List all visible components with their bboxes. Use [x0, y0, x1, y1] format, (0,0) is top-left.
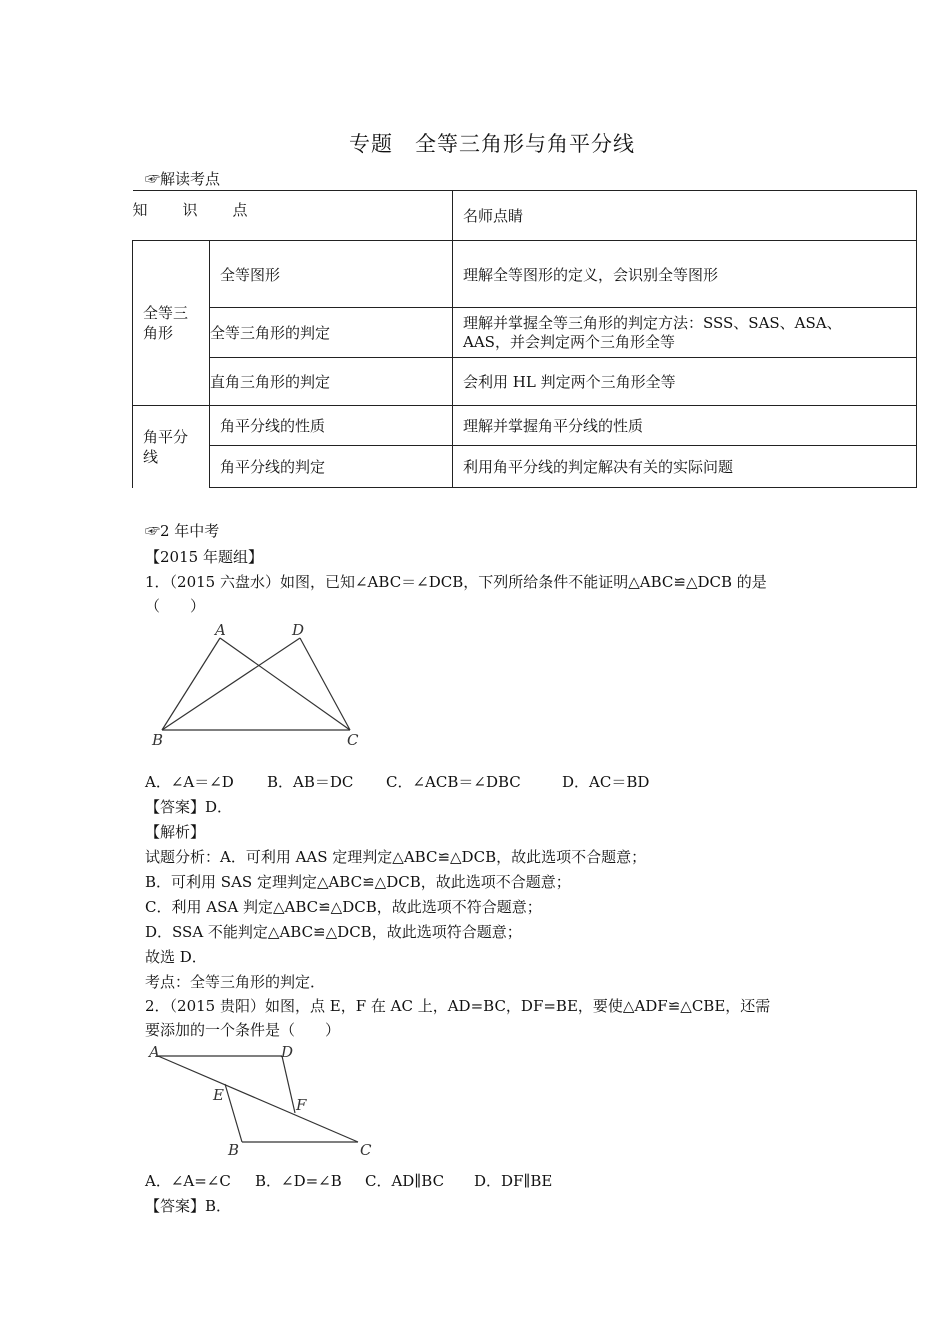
- point-cell: 全等三角形的判定: [210, 308, 453, 358]
- q1-option-b: B．AB＝DC: [267, 773, 354, 791]
- label-f: F: [296, 1096, 307, 1114]
- segment-df: [282, 1056, 295, 1113]
- group-congruent-triangles: 全等三角形: [133, 241, 210, 406]
- tip-cell: 理解全等图形的定义，会识别全等图形: [453, 241, 917, 308]
- q2-stem: 2．（2015 贵阳）如图，点 E，F 在 AC 上，AD=BC，DF=BE，要使△ADF≌△CBE，还需: [145, 997, 771, 1015]
- point-cell: 角平分线的性质: [210, 406, 453, 446]
- tip-line: 理解并掌握全等三角形的判定方法：SSS、SAS、ASA、: [463, 313, 842, 332]
- tip-cell: 会利用 HL 判定两个三角形全等: [453, 358, 917, 406]
- q2-option-b: B．∠D=∠B: [255, 1172, 342, 1190]
- label-e: E: [213, 1086, 224, 1104]
- q1-option-c: C．∠ACB＝∠DBC: [386, 773, 521, 791]
- q1-figure: [140, 618, 380, 753]
- q1-answer: 【答案】D．: [145, 798, 233, 816]
- q1-analysis-line: 考点：全等三角形的判定．: [145, 973, 326, 991]
- section-heading-exams: ☞2 年中考: [145, 522, 220, 540]
- q2-figure: [140, 1038, 390, 1162]
- q1-option-a: A．∠A＝∠D: [145, 773, 234, 791]
- label-d: D: [281, 1043, 294, 1061]
- segment-ac: [158, 1056, 358, 1142]
- q2-option-a: A．∠A=∠C: [145, 1172, 231, 1190]
- q1-analysis-line: 故选 D．: [145, 948, 207, 966]
- q1-analysis-header: 【解析】: [145, 823, 206, 841]
- label-a: A: [149, 1043, 160, 1061]
- q2-option-c: C．AD∥BC: [365, 1172, 445, 1190]
- tip-cell: 理解并掌握角平分线的性质: [453, 406, 917, 446]
- q1-analysis-line: C．利用 ASA 判定△ABC≌△DCB，故此选项不符合题意；: [145, 898, 542, 916]
- label-b: B: [152, 731, 164, 749]
- q2-stem-line2: 要添加的一个条件是（ ）: [145, 1021, 341, 1039]
- segment-ac: [220, 638, 350, 730]
- section-heading-key-points: ☞解读考点: [145, 170, 221, 188]
- segment-db: [162, 638, 300, 730]
- segment-ab: [162, 638, 220, 730]
- header-knowledge-point: 知 识 点: [133, 191, 453, 241]
- q1-analysis-line: 试题分析：A．可利用 AAS 定理判定△ABC≌△DCB，故此选项不合题意；: [145, 848, 647, 866]
- page-title: 专题 全等三角形与角平分线: [349, 132, 635, 156]
- group-header: 【2015 年题组】: [145, 548, 263, 566]
- knowledge-table: [132, 190, 917, 488]
- point-cell: 全等图形: [210, 241, 453, 308]
- q2-answer: 【答案】B．: [145, 1197, 232, 1215]
- segment-eb: [225, 1084, 242, 1142]
- group-angle-bisector: 角平分线: [133, 406, 210, 488]
- tip-cell: 利用角平分线的判定解决有关的实际问题: [453, 446, 917, 488]
- q1-stem: 1．（2015 六盘水）如图，已知∠ABC＝∠DCB，下列所给条件不能证明△ABC≌△DCB 的是: [145, 573, 767, 591]
- label-d: D: [292, 621, 305, 639]
- q1-stem-blank: （ ）: [145, 597, 206, 615]
- point-cell: 角平分线的判定: [210, 446, 453, 488]
- header-teacher-tip: 名师点睛: [453, 191, 917, 241]
- tip-line: AAS，并会判定两个三角形全等: [463, 332, 675, 351]
- label-a: A: [215, 621, 226, 639]
- q2-option-d: D．DF∥BE: [474, 1172, 553, 1190]
- q1-option-d: D．AC＝BD: [562, 773, 650, 791]
- q1-analysis-line: B．可利用 SAS 定理判定△ABC≌△DCB，故此选项不合题意；: [145, 873, 571, 891]
- label-c: C: [360, 1141, 372, 1159]
- segment-dc: [300, 638, 350, 730]
- point-cell: 直角三角形的判定: [210, 358, 453, 406]
- q1-analysis-line: D．SSA 不能判定△ABC≌△DCB，故此选项符合题意；: [145, 923, 522, 941]
- label-c: C: [347, 731, 359, 749]
- tip-cell: [453, 308, 917, 358]
- label-b: B: [228, 1141, 240, 1159]
